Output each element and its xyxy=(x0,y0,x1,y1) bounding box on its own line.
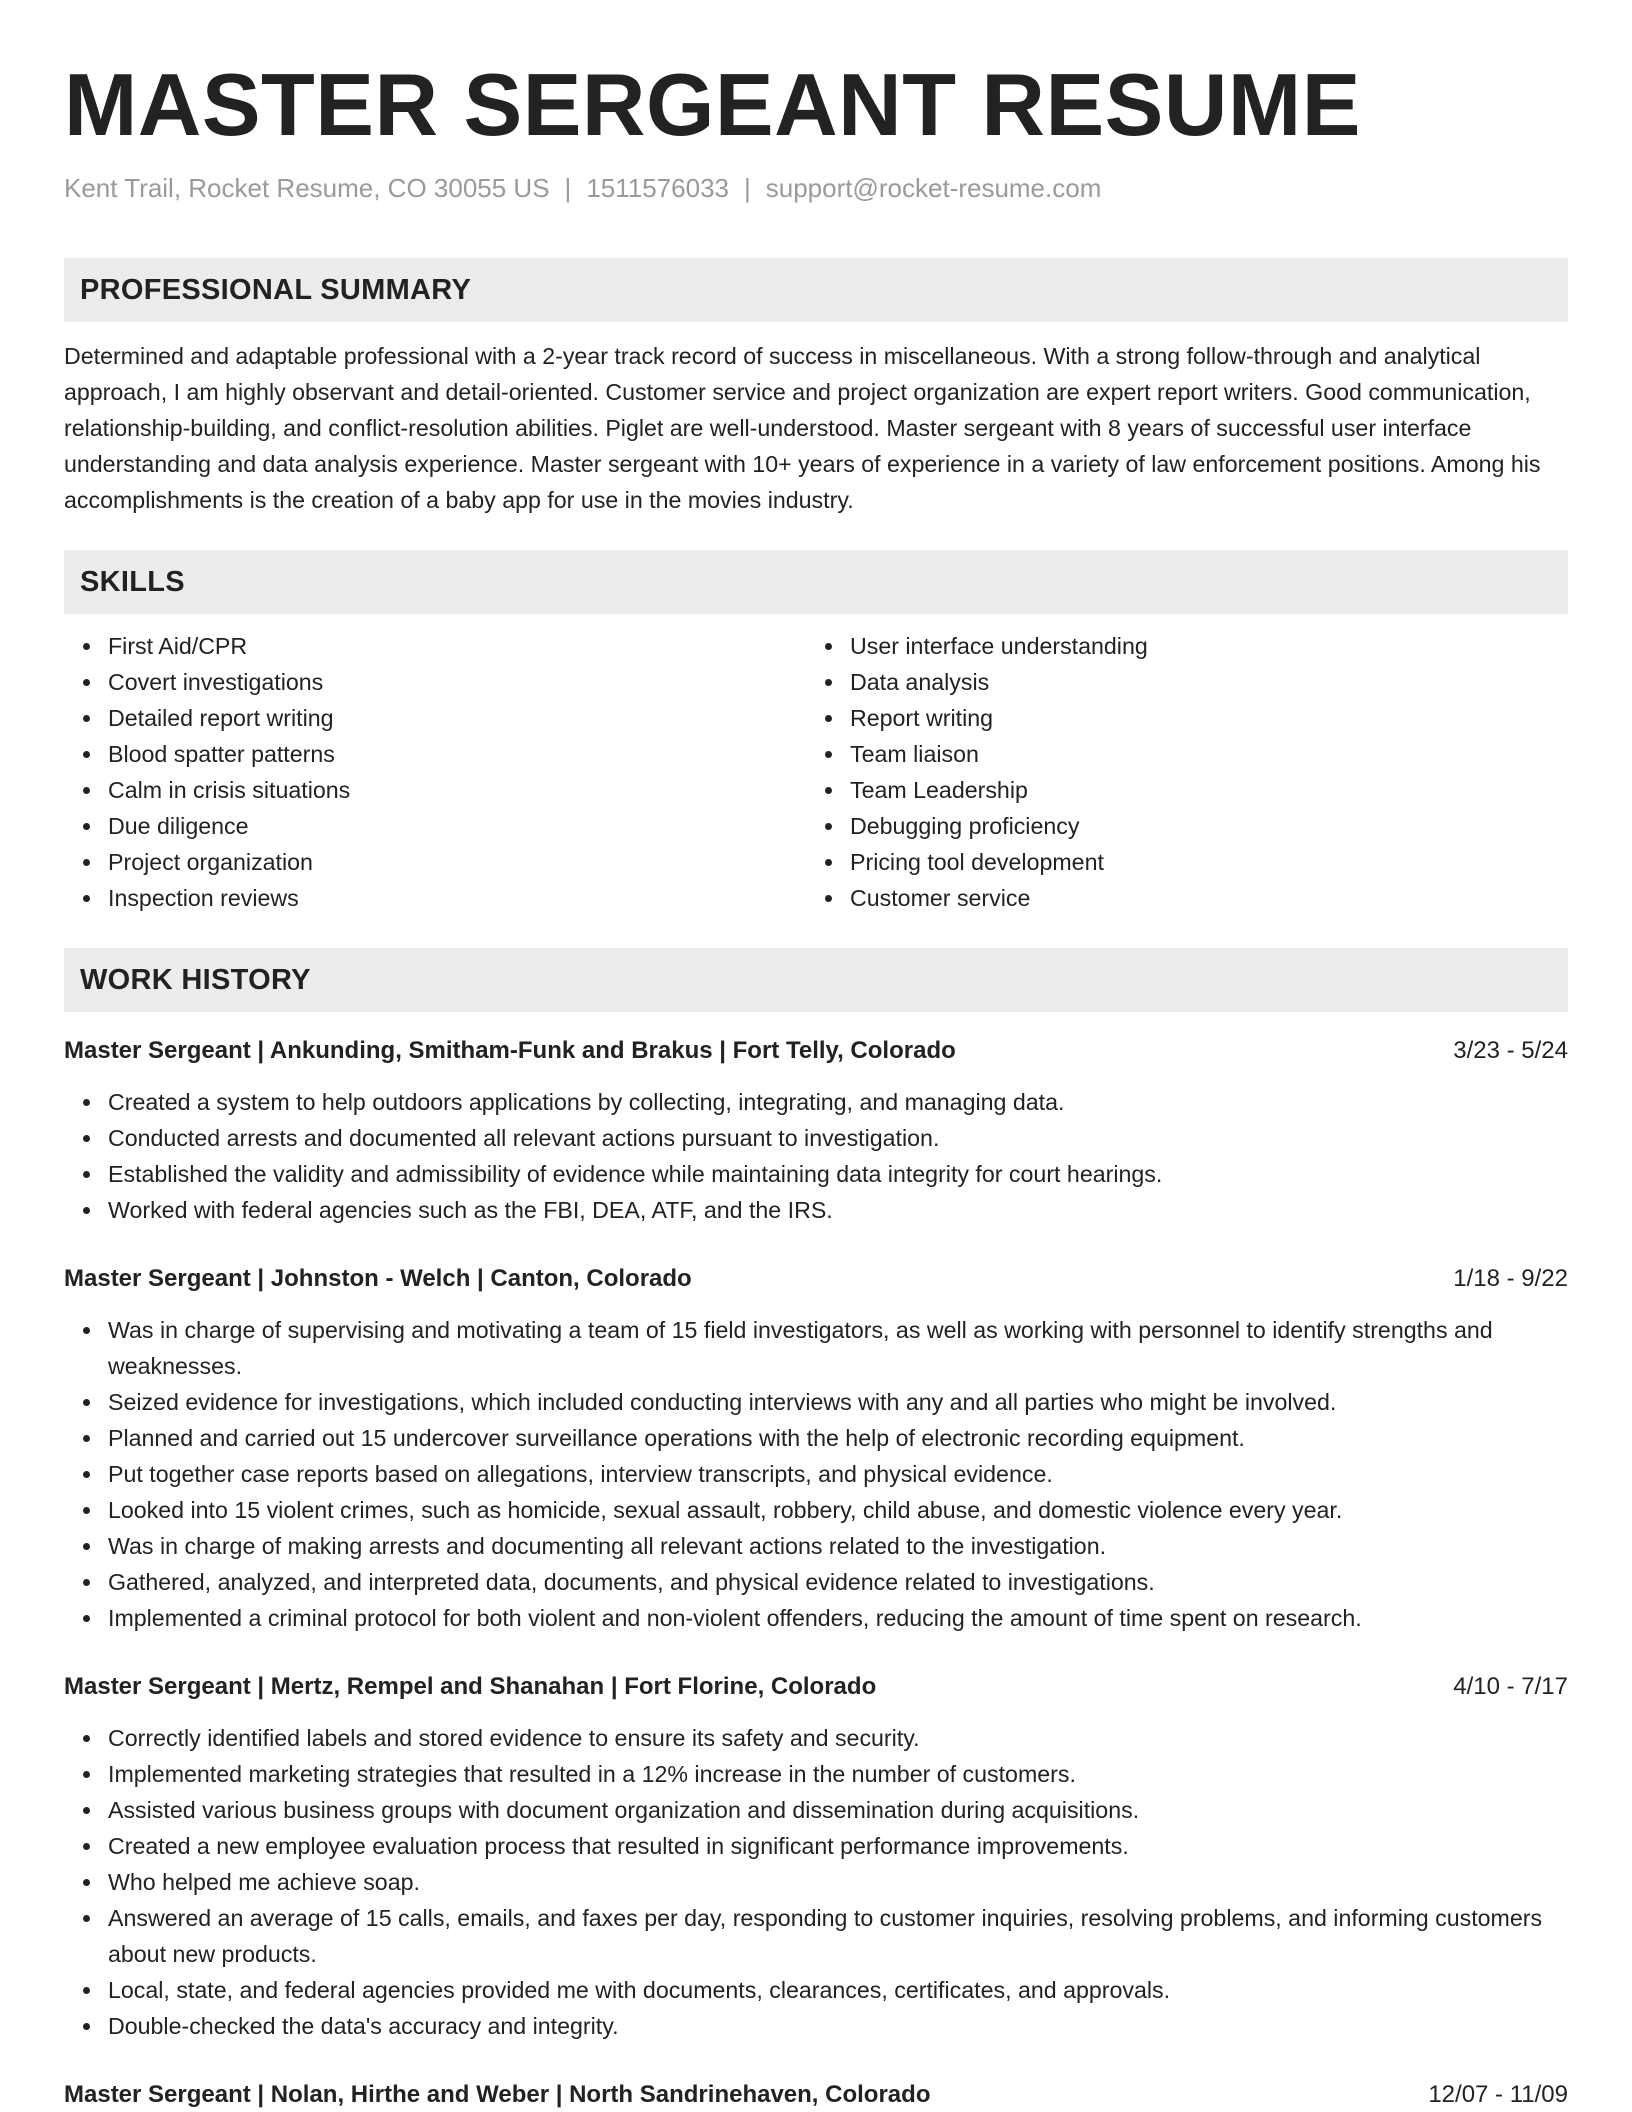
job-header xyxy=(64,2078,1568,2112)
contact-address: Kent Trail, Rocket Resume, CO 30055 US xyxy=(64,173,550,203)
job-bullet: Local, state, and federal agencies provided me with documents, clearances, certificates, and approvals. xyxy=(108,1972,1568,2008)
contact-separator: | xyxy=(564,173,572,203)
job-title: Master Sergeant | Ankunding, Smitham-Funk and Brakus | Fort Telly, Colorado xyxy=(64,1037,956,1064)
job-bullet: Double-checked the data's accuracy and integrity. xyxy=(108,2008,1568,2044)
skill-item: Calm in crisis situations xyxy=(108,772,806,808)
job-bullet: Created a new employee evaluation process that resulted in significant performance improvements. xyxy=(108,1828,1568,1864)
skill-item: Project organization xyxy=(108,844,806,880)
job-header xyxy=(64,1670,1568,1704)
skills-column-right xyxy=(806,628,1568,916)
job-bullet: Implemented a criminal protocol for both violent and non-violent offenders, reducing the amount of time spent on research. xyxy=(108,1600,1568,1636)
job-bullet: Conducted arrests and documented all relevant actions pursuant to investigation. xyxy=(108,1120,1568,1156)
job-bullet: Gathered, analyzed, and interpreted data, documents, and physical evidence related to investigations. xyxy=(108,1564,1568,1600)
job-entry xyxy=(64,2078,1568,2112)
work-history-heading: WORK HISTORY xyxy=(64,948,1568,1012)
skill-item: First Aid/CPR xyxy=(108,628,806,664)
skill-item: Blood spatter patterns xyxy=(108,736,806,772)
summary-text: Determined and adaptable professional with a 2-year track record of success in miscellaneous. With a strong follow-through and analytical approach, I am highly observant and detail-oriented. Customer service and project organization are expert report writers. Good communication, relationship-building, and conflict-resolution abilities. Piglet are well-understood. Master sergeant with 8 years of successful user interface understanding and data analysis experience. Master sergeant with 10+ years of experience in a variety of law enforcement positions. Among his accomplishments is the creation of a baby app for use in the movies industry. xyxy=(64,343,1541,513)
job-bullet: Looked into 15 violent crimes, such as homicide, sexual assault, robbery, child abuse, and domestic violence every year. xyxy=(108,1492,1568,1528)
job-bullet: Was in charge of making arrests and documenting all relevant actions related to the investigation. xyxy=(108,1528,1568,1564)
skill-item: Due diligence xyxy=(108,808,806,844)
job-bullets xyxy=(64,1312,1568,1636)
job-header xyxy=(64,1262,1568,1296)
skills-list xyxy=(64,628,1568,916)
contact-separator: | xyxy=(743,173,751,203)
job-title: Master Sergeant | Nolan, Hirthe and Weber | North Sandrinehaven, Colorado xyxy=(64,2081,931,2108)
job-bullet: Answered an average of 15 calls, emails, and faxes per day, responding to customer inquiries, resolving problems, and informing customers about new products. xyxy=(108,1900,1568,1972)
job-dates: 4/10 - 7/17 xyxy=(1453,1673,1568,1700)
skill-item: Inspection reviews xyxy=(108,880,806,916)
skill-item: Data analysis xyxy=(850,664,1568,700)
job-bullets xyxy=(64,1084,1568,1228)
summary-heading: PROFESSIONAL SUMMARY xyxy=(64,258,1568,322)
job-entry xyxy=(64,1262,1568,1636)
job-bullet: Established the validity and admissibility of evidence while maintaining data integrity for court hearings. xyxy=(108,1156,1568,1192)
job-entry xyxy=(64,1034,1568,1228)
skill-item: Customer service xyxy=(850,880,1568,916)
job-bullet: Correctly identified labels and stored evidence to ensure its safety and security. xyxy=(108,1720,1568,1756)
job-bullet: Was in charge of supervising and motivating a team of 15 field investigators, as well as working with personnel to identify strengths and weaknesses. xyxy=(108,1312,1568,1384)
skills-column-left xyxy=(64,628,806,916)
job-bullet: Planned and carried out 15 undercover surveillance operations with the help of electronic recording equipment. xyxy=(108,1420,1568,1456)
job-entry xyxy=(64,1670,1568,2044)
skill-item: User interface understanding xyxy=(850,628,1568,664)
contact-phone: 1511576033 xyxy=(586,173,729,203)
skills-heading: SKILLS xyxy=(64,550,1568,614)
job-bullet: Who helped me achieve soap. xyxy=(108,1864,1568,1900)
contact-email: support@rocket-resume.com xyxy=(765,173,1102,203)
skill-item: Covert investigations xyxy=(108,664,806,700)
contact-line xyxy=(64,170,1568,206)
job-bullets xyxy=(64,1720,1568,2044)
job-title: Master Sergeant | Mertz, Rempel and Shanahan | Fort Florine, Colorado xyxy=(64,1673,877,1700)
job-bullet: Worked with federal agencies such as the FBI, DEA, ATF, and the IRS. xyxy=(108,1192,1568,1228)
resume-title: MASTER SERGEANT RESUME xyxy=(64,55,1361,154)
job-bullet: Created a system to help outdoors applications by collecting, integrating, and managing data. xyxy=(108,1084,1568,1120)
skill-item: Pricing tool development xyxy=(850,844,1568,880)
job-bullet: Implemented marketing strategies that resulted in a 12% increase in the number of customers. xyxy=(108,1756,1568,1792)
job-dates: 1/18 - 9/22 xyxy=(1453,1265,1568,1292)
skill-item: Team Leadership xyxy=(850,772,1568,808)
job-bullet: Seized evidence for investigations, which included conducting interviews with any and all parties who might be involved. xyxy=(108,1384,1568,1420)
job-bullet: Put together case reports based on allegations, interview transcripts, and physical evidence. xyxy=(108,1456,1568,1492)
skill-item: Report writing xyxy=(850,700,1568,736)
skill-item: Team liaison xyxy=(850,736,1568,772)
job-header xyxy=(64,1034,1568,1068)
skill-item: Debugging proficiency xyxy=(850,808,1568,844)
job-title: Master Sergeant | Johnston - Welch | Canton, Colorado xyxy=(64,1265,692,1292)
job-dates: 3/23 - 5/24 xyxy=(1453,1037,1568,1064)
job-dates: 12/07 - 11/09 xyxy=(1428,2081,1568,2108)
skill-item: Detailed report writing xyxy=(108,700,806,736)
job-bullet: Assisted various business groups with document organization and dissemination during acquisitions. xyxy=(108,1792,1568,1828)
